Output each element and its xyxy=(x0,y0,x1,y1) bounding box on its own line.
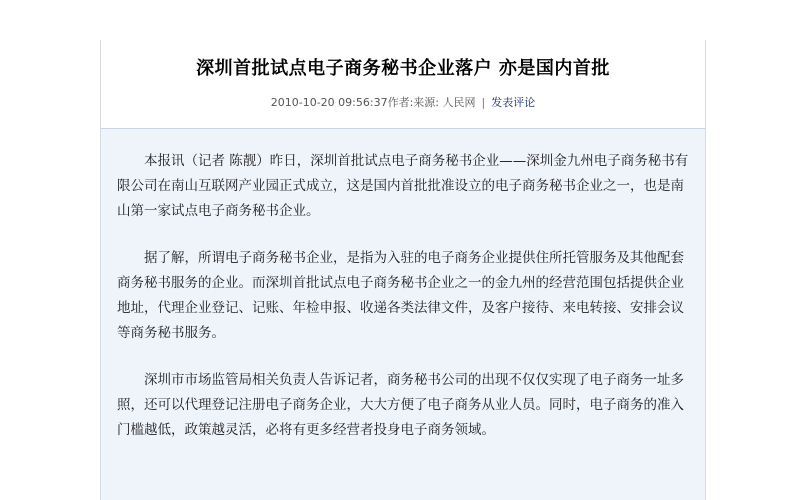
publish-datetime: 2010-10-20 09:56:37 xyxy=(270,96,388,109)
article-meta xyxy=(101,94,705,110)
source-label: 来源: xyxy=(413,96,440,109)
article-title: 深圳首批试点电子商务秘书企业落户 亦是国内首批 xyxy=(196,58,610,79)
article-paragraph: 本报讯（记者 陈靓）昨日，深圳首批试点电子商务秘书企业——深圳金九州电子商务秘书有限公司在南山互联网产业园正式成立，这是国内首批批准设立的电子商务秘书企业之一，也是南山第一家试点电子商务秘书企业。 xyxy=(117,153,689,219)
source-name: 人民网 xyxy=(442,96,476,109)
author-label: 作者: xyxy=(387,96,414,109)
post-comment-link[interactable]: 发表评论 xyxy=(491,96,536,109)
meta-separator: | xyxy=(481,96,486,109)
article-paragraph: 据了解，所谓电子商务秘书企业，是指为入驻的电子商务企业提供住所托管服务及其他配套商务秘书服务的企业。而深圳首批试点电子商务秘书企业之一的金九州的经营范围包括提供企业地址，代理企业登记、记账、年检申报、收递各类法律文件，及客户接待、来电转接、安排会议等商务秘书服务。 xyxy=(117,250,684,341)
article-container xyxy=(100,40,706,500)
article-body xyxy=(101,129,705,500)
article-paragraph: 深圳市市场监管局相关负责人告诉记者，商务秘书公司的出现不仅仅实现了电子商务一址多照，还可以代理登记注册电子商务企业，大大方便了电子商务从业人员。同时，电子商务的准入门槛越低，政策越灵活，必将有更多经营者投身电子商务领域。 xyxy=(117,372,684,438)
